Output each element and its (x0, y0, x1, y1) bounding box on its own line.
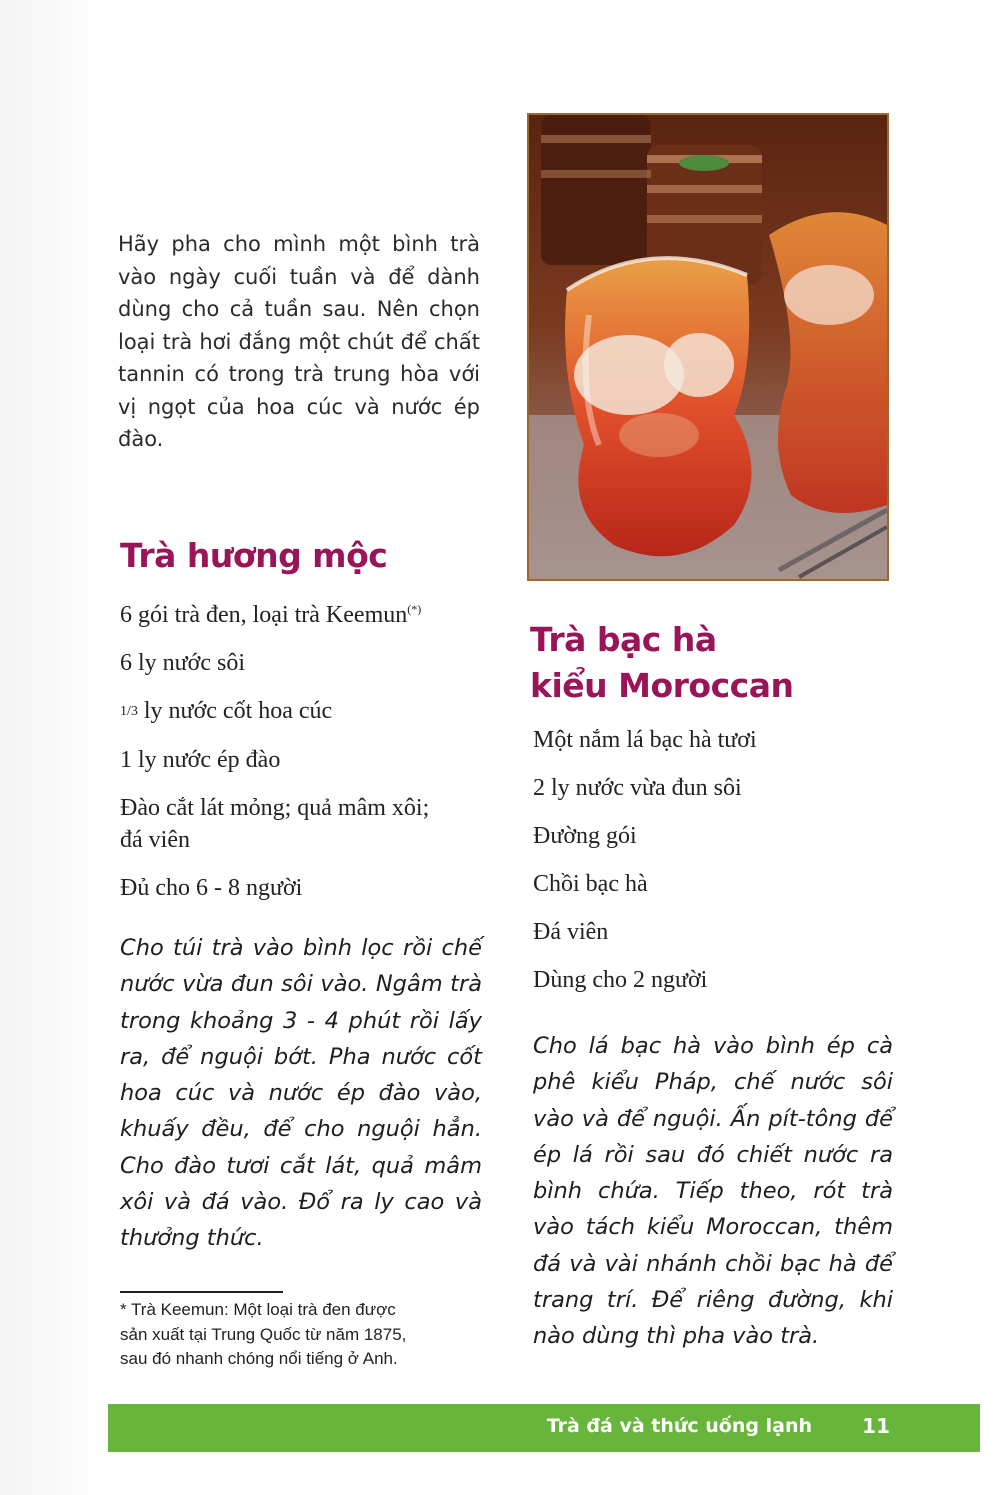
method-line: Cho đào tươi cắt lát, quả mâm (120, 1152, 482, 1179)
method-line: trong khoảng 3 - 4 phút rồi lấy (120, 1007, 482, 1034)
recipe2-title (530, 617, 793, 709)
recipe1-ingredients (120, 593, 500, 920)
intro-paragraph (118, 228, 480, 456)
ingredient-item: Đường gói (533, 823, 637, 849)
page-margin-shadow (0, 0, 108, 1495)
intro-line: hòa với vị ngọt của hoa cúc và (118, 362, 480, 419)
intro-line: Hãy pha cho mình một bình trà (118, 232, 480, 256)
method-line: Cho lá bạc hà vào bình ép cà (533, 1033, 893, 1059)
recipe2-title-line: Trà bạc hà (530, 620, 717, 659)
method-line: xôi và đá vào. Đổ ra ly cao và (120, 1189, 482, 1216)
ingredient-item: Đá viên (533, 919, 609, 945)
method-line: thưởng thức. (120, 1225, 264, 1252)
footnote-line: sản xuất tại Trung Quốc từ năm 1875, (120, 1324, 407, 1344)
ingredient-item: 1 ly nước ép đào (120, 747, 281, 773)
recipe2-ingredients (533, 724, 893, 1012)
ingredient-item: Dùng cho 2 người (533, 967, 708, 993)
intro-line: loại trà hơi đắng một chút để (118, 329, 427, 354)
footnote (120, 1298, 480, 1372)
recipe1-title: Trà hương mộc (120, 536, 388, 575)
ingredient-item: 2 ly nước vừa đun sôi (533, 775, 742, 801)
iced-tea-photo (527, 113, 889, 581)
intro-line: dùng cho cả tuần sau. Nên chọn (118, 297, 480, 321)
method-line: ra bình chứa. Tiếp theo, rót trà (533, 1141, 894, 1205)
garnish-line: Đào cắt lát mỏng; quả mâm xôi; (120, 795, 430, 821)
method-line: vào và để nguội. Ấn pít-tông (533, 1105, 857, 1132)
fraction: 1/3 (120, 704, 138, 719)
footnote-divider (120, 1291, 283, 1293)
page-number: 11 (862, 1414, 890, 1438)
garnish-line: đá viên (120, 827, 190, 853)
footnote-line: sau đó nhanh chóng nổi tiếng ở Anh. (120, 1349, 398, 1368)
ingredient-item: 6 ly nước sôi (120, 650, 246, 676)
intro-line: vào ngày cuối tuần và để dành (118, 264, 480, 289)
ingredient-item (120, 695, 500, 728)
recipe2-method (533, 1028, 893, 1355)
ingredient-chamomile: ly nước cốt hoa cúc (137, 698, 333, 724)
intro-line: chất tannin có trong trà trung (118, 329, 480, 386)
iced-tea-glasses-illustration (529, 115, 887, 579)
method-line: trang trí. Để riêng đường, khi (533, 1287, 893, 1314)
footer-bar (108, 1404, 980, 1452)
footnote-line: * Trà Keemun: Một loại trà đen được (120, 1300, 396, 1319)
method-line: đá và vài nhánh chồi bạc hà để (533, 1250, 893, 1277)
ingredient-tea: 6 gói trà đen, loại trà Keemun (120, 602, 408, 628)
method-line: nước vừa đun sôi vào. Ngâm trà (120, 971, 482, 998)
ingredient-item: Đủ cho 6 - 8 người (120, 875, 303, 901)
method-line: để ép lá rồi sau đó chiết nước (533, 1105, 894, 1168)
ingredient-item: Một nắm lá bạc hà tươi (533, 727, 757, 753)
method-line: nào dùng thì pha vào trà. (533, 1323, 820, 1350)
footnote-marker: (*) (407, 602, 422, 616)
method-line: hoa cúc và nước ép đào vào, (120, 1080, 482, 1107)
method-line: khuấy đều, để cho nguội hẳn. (120, 1116, 482, 1143)
recipe1-method (120, 930, 482, 1257)
ingredient-item (120, 593, 500, 631)
recipe2-title-line: kiểu Moroccan (530, 666, 794, 705)
method-line: Cho túi trà vào bình lọc rồi chế (120, 935, 482, 961)
ingredient-item: Chồi bạc hà (533, 871, 648, 897)
footer-section-title: Trà đá và thức uống lạnh (546, 1415, 812, 1437)
method-line: phê kiểu Pháp, chế nước sôi (533, 1069, 893, 1096)
method-line: ra, để nguội bớt. Pha nước cốt (120, 1043, 482, 1070)
method-line: vào tách kiểu Moroccan, thêm (533, 1214, 893, 1241)
intro-line: nước ép đào. (118, 394, 480, 451)
ingredient-item (120, 792, 500, 856)
